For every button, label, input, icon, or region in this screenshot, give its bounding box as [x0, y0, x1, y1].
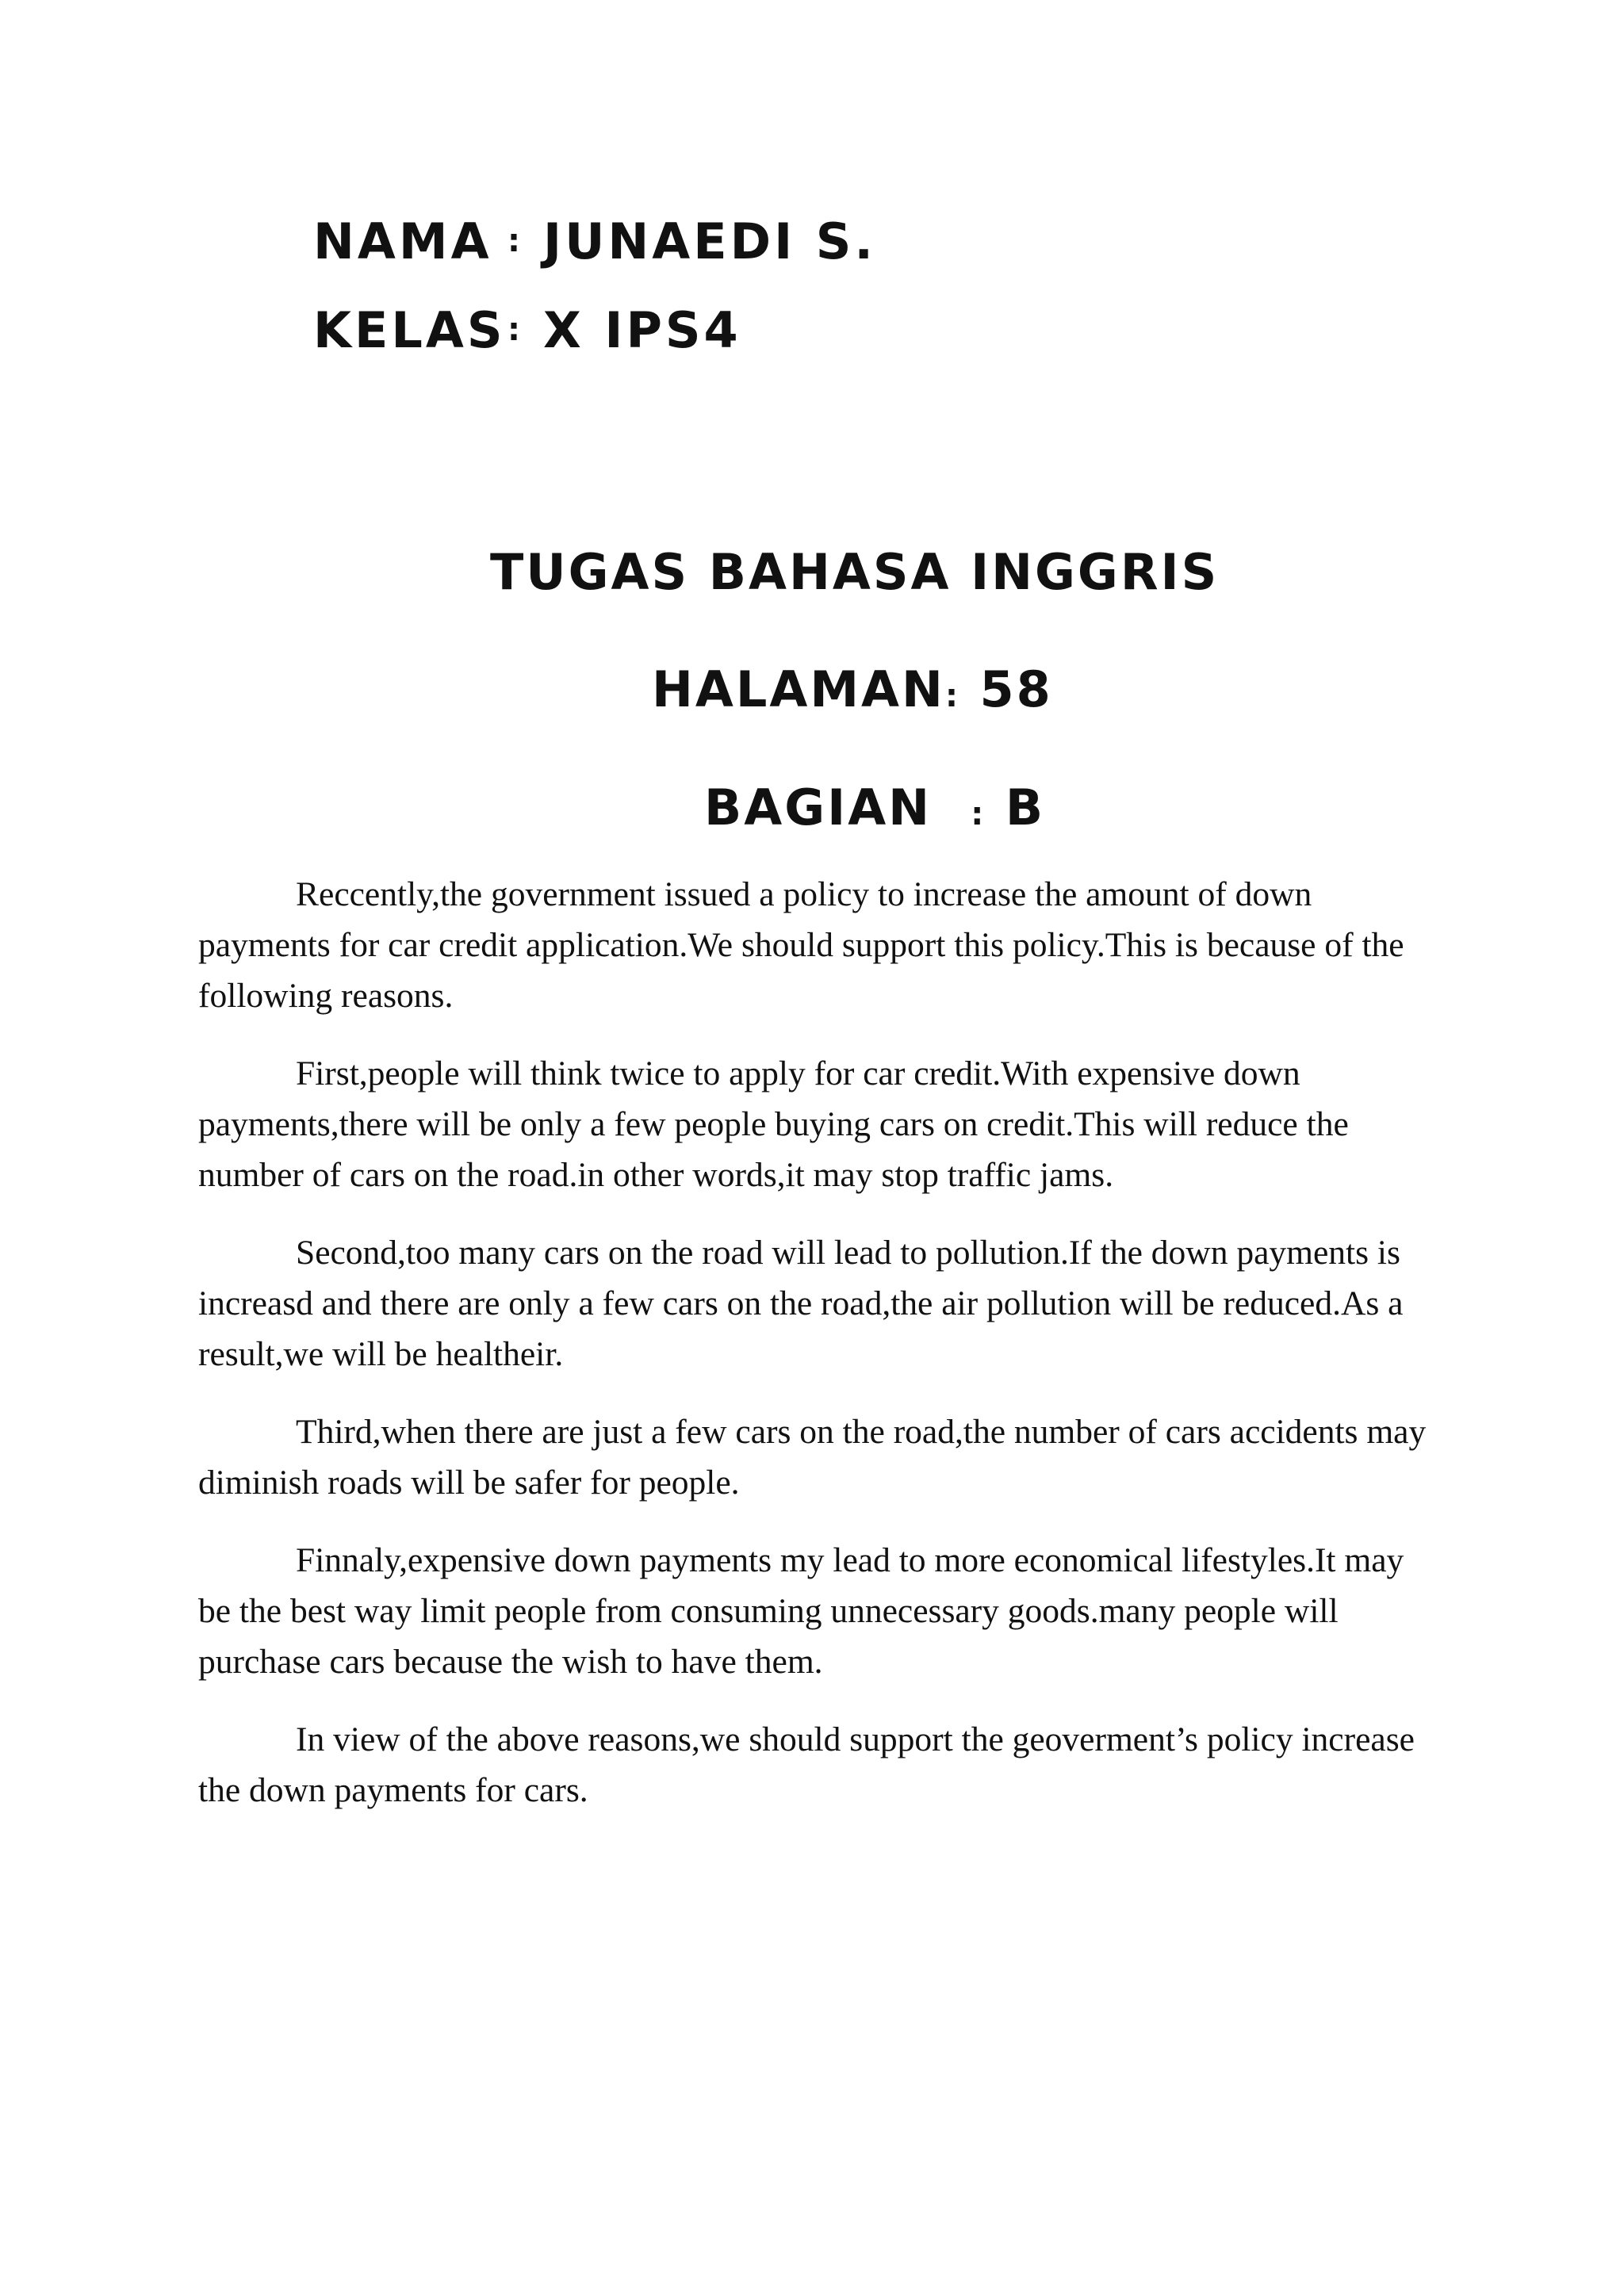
class-separator: :: [508, 312, 523, 348]
name-label: NAMA: [313, 212, 492, 270]
paragraph-second-reason: Second,too many cars on the road will lead to pollution.If the down payments is increasd and there are only a few cars on the road,the air pollution will be reduced.As a result,we will be healtheir.: [198, 1234, 1404, 1373]
page-heading: [652, 660, 1053, 718]
page-label: HALAMAN: [652, 660, 945, 718]
student-info: [313, 197, 876, 374]
page-value: 58: [979, 660, 1053, 718]
paragraph-intro: Reccently,the government issued a policy to increase the amount of down payments for car credit application.We should support this policy.This is because of the following reasons.: [198, 875, 1404, 1015]
paragraph-conclusion: In view of the above reasons,we should support the geoverment’s policy increase the down payments for cars.: [198, 1720, 1415, 1809]
class-row: [313, 285, 876, 374]
part-label: BAGIAN: [704, 779, 933, 836]
assignment-title: TUGAS BAHASA INGGRIS: [490, 543, 1220, 601]
class-label: KELAS: [313, 300, 506, 359]
part-separator: :: [971, 796, 986, 832]
name-row: [313, 197, 876, 285]
paragraph-first-reason: First,people will think twice to apply for car credit.With expensive down payments,there will be only a few people buying cars on credit.This will reduce the number of cars on the road.in other words,it may stop traffic jams.: [198, 1054, 1349, 1194]
name-separator: :: [508, 223, 523, 259]
essay-body: [198, 869, 1435, 1843]
name-value: JUNAEDI S.: [543, 212, 876, 270]
class-value: X IPS4: [543, 300, 741, 359]
part-heading: [704, 779, 1045, 836]
paragraph-final-reason: Finnaly,expensive down payments my lead to more economical lifestyles.It may be the best way limit people from consuming unnecessary goods.many people will purchase cars because the wish to have them.: [198, 1541, 1404, 1681]
page-separator: :: [944, 678, 960, 714]
part-value: B: [1005, 779, 1046, 836]
paragraph-third-reason: Third,when there are just a few cars on the road,the number of cars accidents may diminish roads will be safer for people.: [198, 1413, 1427, 1502]
